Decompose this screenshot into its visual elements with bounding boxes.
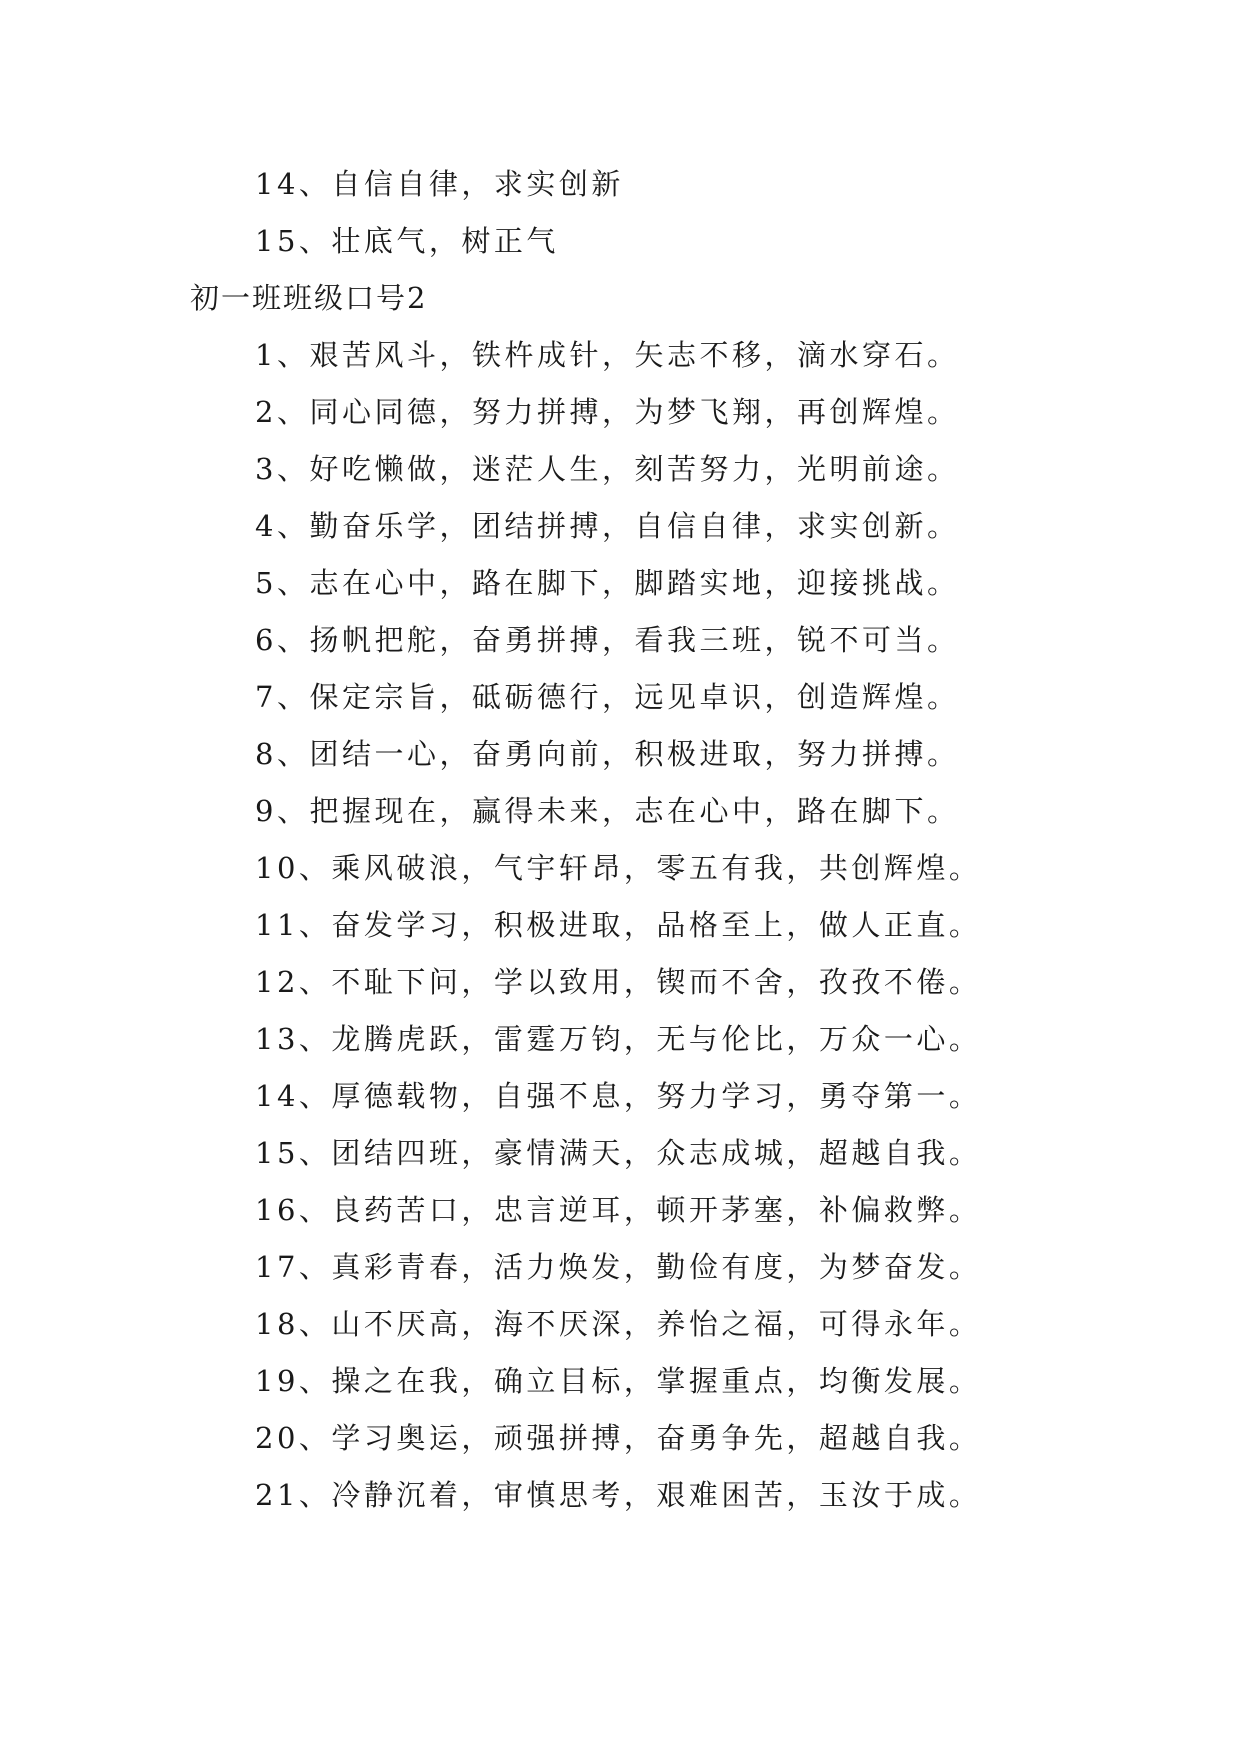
section-title: 初一班班级口号2 bbox=[190, 281, 428, 315]
top-item: 15、壮底气，树正气 bbox=[255, 224, 559, 258]
slogan-item: 12、不耻下问，学以致用，锲而不舍，孜孜不倦。 bbox=[255, 965, 982, 999]
slogan-item: 11、奋发学习，积极进取，品格至上，做人正直。 bbox=[255, 908, 982, 942]
slogan-item: 2、同心同德，努力拼搏，为梦飞翔，再创辉煌。 bbox=[255, 395, 960, 429]
slogan-item: 1、艰苦风斗，铁杵成针，矢志不移，滴水穿石。 bbox=[255, 338, 960, 372]
slogan-item: 16、良药苦口，忠言逆耳，顿开茅塞，补偏救弊。 bbox=[255, 1193, 982, 1227]
slogan-item: 10、乘风破浪，气宇轩昂，零五有我，共创辉煌。 bbox=[255, 851, 982, 885]
top-item: 14、自信自律，求实创新 bbox=[255, 167, 624, 201]
slogan-item: 21、冷静沉着，审慎思考，艰难困苦，玉汝于成。 bbox=[255, 1478, 982, 1512]
slogan-item: 18、山不厌高，海不厌深，养怡之福，可得永年。 bbox=[255, 1307, 982, 1341]
slogan-item: 3、好吃懒做，迷茫人生，刻苦努力，光明前途。 bbox=[255, 452, 960, 486]
slogan-item: 14、厚德载物，自强不息，努力学习，勇夺第一。 bbox=[255, 1079, 982, 1113]
slogan-item: 8、团结一心，奋勇向前，积极进取，努力拼搏。 bbox=[255, 737, 960, 771]
slogan-item: 15、团结四班，豪情满天，众志成城，超越自我。 bbox=[255, 1136, 982, 1170]
slogan-item: 17、真彩青春，活力焕发，勤俭有度，为梦奋发。 bbox=[255, 1250, 982, 1284]
slogan-item: 19、操之在我，确立目标，掌握重点，均衡发展。 bbox=[255, 1364, 982, 1398]
slogan-item: 7、保定宗旨，砥砺德行，远见卓识，创造辉煌。 bbox=[255, 680, 960, 714]
slogan-item: 20、学习奥运，顽强拼搏，奋勇争先，超越自我。 bbox=[255, 1421, 982, 1455]
slogan-item: 9、把握现在，赢得未来，志在心中，路在脚下。 bbox=[255, 794, 960, 828]
slogan-item: 5、志在心中，路在脚下，脚踏实地，迎接挑战。 bbox=[255, 566, 960, 600]
slogan-item: 4、勤奋乐学，团结拼搏，自信自律，求实创新。 bbox=[255, 509, 960, 543]
slogan-item: 13、龙腾虎跃，雷霆万钧，无与伦比，万众一心。 bbox=[255, 1022, 982, 1056]
slogan-item: 6、扬帆把舵，奋勇拼搏，看我三班，锐不可当。 bbox=[255, 623, 960, 657]
